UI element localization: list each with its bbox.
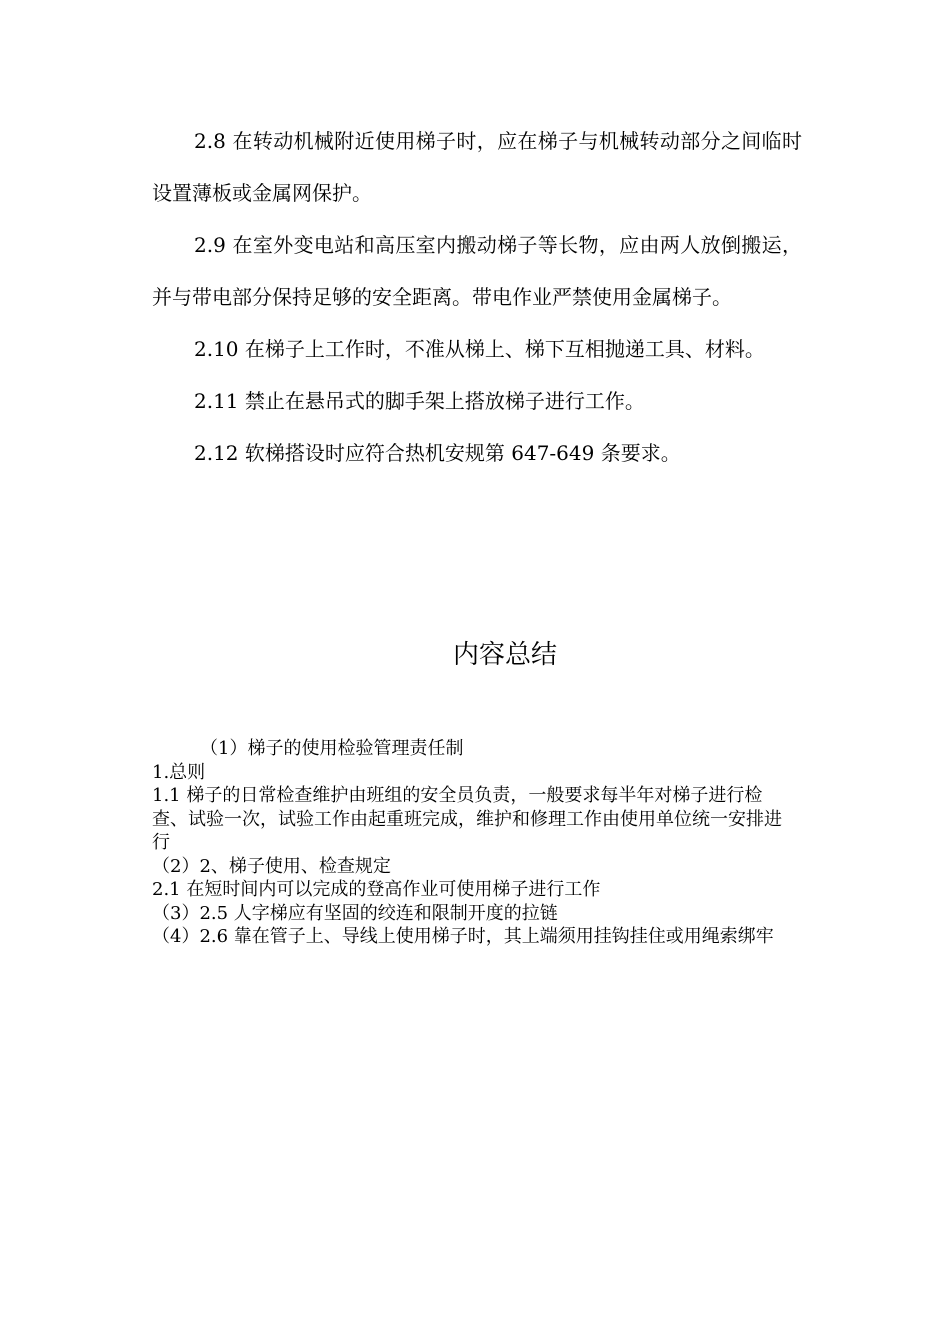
paragraph-2-9: 2.9 在室外变电站和高压室内搬动梯子等长物，应由两人放倒搬运，并与带电部分保持足够的安全距离。带电作业严禁使用金属梯子。: [152, 233, 802, 309]
summary-line: 2.1 在短时间内可以完成的登高作业可使用梯子进行工作: [152, 879, 601, 900]
summary-line: 1.总则: [152, 761, 206, 783]
paragraph-2-12: 2.12 软梯搭设时应符合热机安规第 647-649 条要求。: [194, 441, 681, 465]
paragraph-2-11: 2.11 禁止在悬吊式的脚手架上搭放梯子进行工作。: [194, 389, 645, 413]
summary-line: 1.1 梯子的日常检查维护由班组的安全员负责，一般要求每半年对梯子进行检查、试验一次，试验工作由起重班完成，维护和修理工作由使用单位统一安排进行: [152, 785, 782, 853]
paragraph-2-10: 2.10 在梯子上工作时，不准从梯上、梯下互相抛递工具、材料。: [194, 337, 765, 361]
summary-title: 内容总结: [452, 640, 557, 670]
summary-section: [152, 737, 797, 949]
summary-line: （2）2、梯子使用、检查规定: [152, 855, 391, 877]
summary-line: （3）2.5 人字梯应有坚固的绞连和限制开度的拉链: [152, 902, 558, 924]
summary-line: （1）梯子的使用检验管理责任制: [200, 738, 464, 759]
summary-line: （4）2.6 靠在管子上、导线上使用梯子时，其上端须用挂钩挂住或用绳索绑牢: [152, 926, 774, 947]
paragraph-2-8: 2.8 在转动机械附近使用梯子时，应在梯子与机械转动部分之间临时设置薄板或金属网保护。: [152, 129, 802, 205]
body-text: [152, 115, 802, 479]
